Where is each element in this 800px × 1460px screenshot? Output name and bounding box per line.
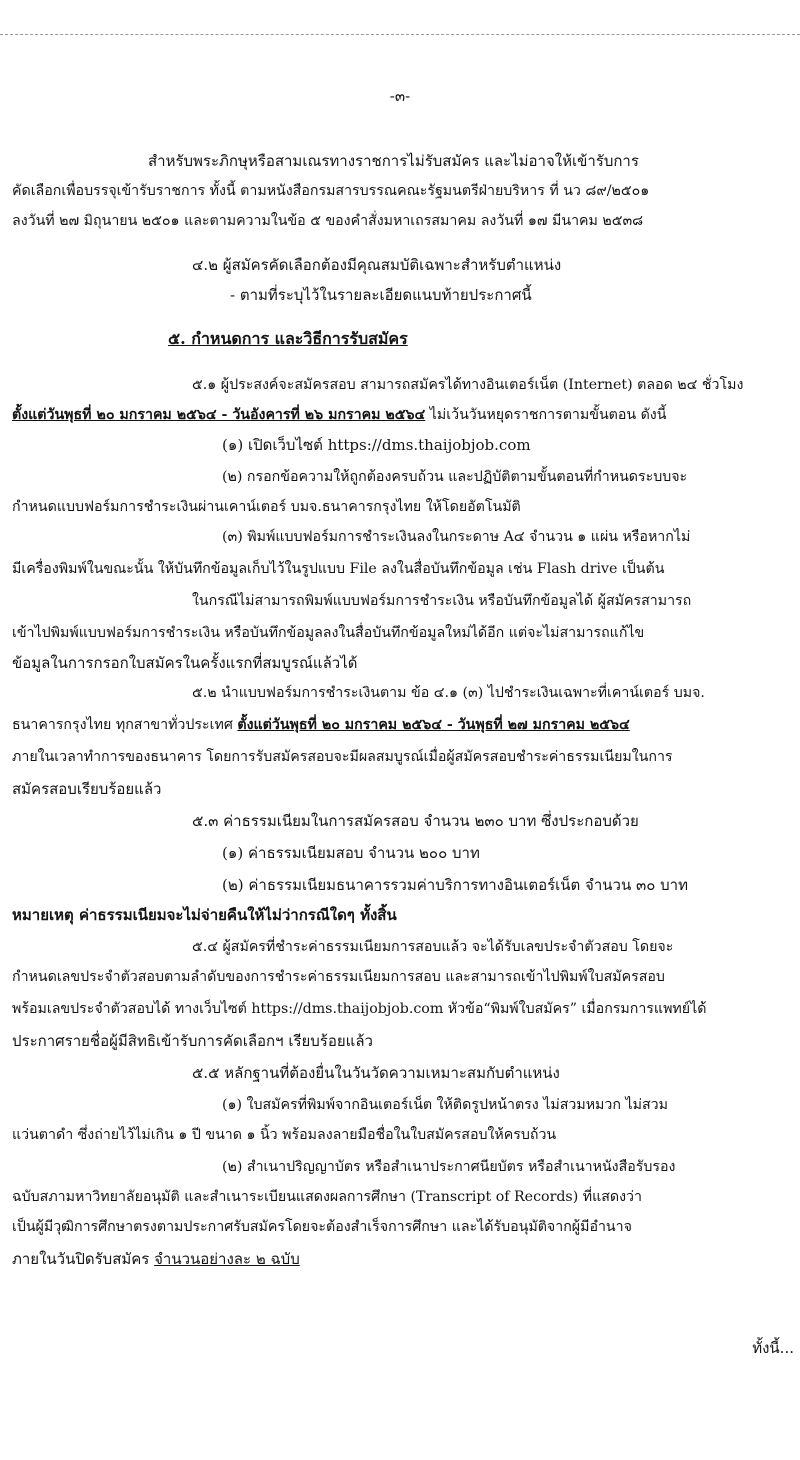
body-line: ภายในเวลาทำการของธนาคาร โดยการรับสมัครสอบจะมีผลสมบูรณ์เมื่อผู้สมัครสอบชำระค่าธรรมเนียมในการ	[12, 749, 673, 765]
clause-5-1: ๕.๑ ผู้ประสงค์จะสมัครสอบ สามารถสมัครได้ทางอินเตอร์เน็ต (Internet) ตลอด ๒๔ ชั่วโมง	[192, 377, 744, 393]
body-line: กำหนดแบบฟอร์มการชำระเงินผ่านเคาน์เตอร์ บมจ.ธนาคารกรุงไทย ให้โดยอัตโนมัติ	[12, 499, 521, 515]
document-item-2: (๒) สำเนาปริญญาบัตร หรือสำเนาประกาศนียบัตร หรือสำเนาหนังสือรับรอง	[222, 1159, 676, 1175]
document-item-1: (๑) ใบสมัครที่พิมพ์จากอินเตอร์เน็ต ให้ติดรูปหน้าตรง ไม่สวมหมวก ไม่สวม	[222, 1097, 668, 1113]
body-line: สำหรับพระภิกษุหรือสามเณรทางราชการไม่รับสมัคร และไม่อาจให้เข้ารับการ	[148, 152, 639, 170]
body-line: เป็นผู้มีวุฒิการศึกษาตรงตามประกาศรับสมัครโดยจะต้องสำเร็จการศึกษา และได้รับอนุมัติจากผู้มีอำนาจ	[12, 1219, 632, 1235]
body-line: แว่นตาดำ ซึ่งถ่ายไว้ไม่เกิน ๑ ปี ขนาด ๑ นิ้ว พร้อมลงลายมือชื่อในใบสมัครสอบให้ครบถ้วน	[12, 1127, 557, 1143]
clause-5-3: ๕.๓ ค่าธรรมเนียมในการสมัครสอบ จำนวน ๒๓๐ บาท ซึ่งประกอบด้วย	[192, 812, 639, 830]
section-5-heading: ๕. กำหนดการ และวิธีการรับสมัคร	[168, 329, 408, 348]
clause-5-1-dates: ตั้งแต่วันพุธที่ ๒๐ มกราคม ๒๕๖๔ - วันอังคารที่ ๒๖ มกราคม ๒๕๖๔ ไม่เว้นวันหยุดราชการตามขั้นตอน ดังนี้	[12, 407, 667, 423]
clause-5-2-dates: ธนาคารกรุงไทย ทุกสาขาทั่วประเทศ ตั้งแต่วันพุธที่ ๒๐ มกราคม ๒๕๖๔ - วันพุธที่ ๒๗ มกราคม ๒๕๖๔	[12, 717, 630, 733]
top-rule	[0, 34, 800, 35]
body-line: ภายในวันปิดรับสมัคร จำนวนอย่างละ ๒ ฉบับ	[12, 1250, 300, 1268]
step-3: (๓) พิมพ์แบบฟอร์มการชำระเงินลงในกระดาษ A๔ จำนวน ๑ แผ่น หรือหากไม่	[222, 529, 691, 545]
body-line: พร้อมเลขประจำตัวสอบได้ ทางเว็บไซต์ https://dms.thaijobjob.com หัวข้อ“พิมพ์ใบสมัคร” เมื่อกรมการแพทย์ได้	[12, 1001, 707, 1017]
body-line: ฉบับสภามหาวิทยาลัยอนุมัติ และสำเนาระเบียนแสดงผลการศึกษา (Transcript of Records) ที่แสดงว่า	[12, 1189, 642, 1205]
body-line: มีเครื่องพิมพ์ในขณะนั้น ให้บันทึกข้อมูลเก็บไว้ในรูปแบบ File ลงในสื่อบันทึกข้อมูล เช่น Flash drive เป็นต้น	[12, 561, 665, 577]
fee-item-2: (๒) ค่าธรรมเนียมธนาคารรวมค่าบริการทางอินเตอร์เน็ต จำนวน ๓๐ บาท	[222, 876, 688, 894]
body-line: กำหนดเลขประจำตัวสอบตามลำดับของการชำระค่าธรรมเนียมการสอบ และสามารถเข้าไปพิมพ์ใบสมัครสอบ	[12, 969, 665, 985]
body-line: สมัครสอบเรียบร้อยแล้ว	[12, 780, 162, 798]
clause-5-5: ๕.๕ หลักฐานที่ต้องยื่นในวันวัดความเหมาะสมกับตำแหน่ง	[192, 1064, 560, 1082]
step-2: (๒) กรอกข้อความให้ถูกต้องครบถ้วน และปฏิบัติตามขั้นตอนที่กำหนดระบบจะ	[222, 469, 688, 485]
body-line: ประกาศรายชื่อผู้มีสิทธิเข้ารับการคัดเลือกฯ เรียบร้อยแล้ว	[12, 1032, 373, 1050]
clause-4-2: ๔.๒ ผู้สมัครคัดเลือกต้องมีคุณสมบัติเฉพาะสำหรับตำแหน่ง	[192, 256, 562, 274]
clause-4-2-detail: - ตามที่ระบุไว้ในรายละเอียดแนบท้ายประกาศนี้	[230, 286, 532, 304]
body-line: ในกรณีไม่สามารถพิมพ์แบบฟอร์มการชำระเงิน หรือบันทึกข้อมูลได้ ผู้สมัครสามารถ	[192, 593, 692, 609]
clause-5-4: ๕.๔ ผู้สมัครที่ชำระค่าธรรมเนียมการสอบแล้ว จะได้รับเลขประจำตัวสอบ โดยจะ	[192, 939, 674, 955]
note-line: หมายเหตุ ค่าธรรมเนียมจะไม่จ่ายคืนให้ไม่ว่ากรณีใดๆ ทั้งสิ้น	[12, 906, 397, 924]
continuation-marker: ทั้งนี้...	[752, 1339, 794, 1357]
clause-5-2: ๕.๒ นำแบบฟอร์มการชำระเงินตาม ข้อ ๔.๑ (๓) ไปชำระเงินเฉพาะที่เคาน์เตอร์ บมจ.	[192, 685, 705, 701]
body-line: คัดเลือกเพื่อบรรจุเข้ารับราชการ ทั้งนี้ ตามหนังสือกรมสารบรรณคณะรัฐมนตรีฝ่ายบริหาร ที่ นว ๘๙/๒๕๐๑	[12, 183, 650, 199]
body-line: ข้อมูลในการกรอกใบสมัครในครั้งแรกที่สมบูรณ์แล้วได้	[12, 654, 358, 672]
body-line: เข้าไปพิมพ์แบบฟอร์มการชำระเงิน หรือบันทึกข้อมูลลงในสื่อบันทึกข้อมูลใหม่ได้อีก แต่จะไม่สามารถแก้ไข	[12, 625, 645, 641]
page-number: -๓-	[389, 87, 411, 105]
fee-item-1: (๑) ค่าธรรมเนียมสอบ จำนวน ๒๐๐ บาท	[222, 844, 480, 862]
step-1: (๑) เปิดเว็บไซต์ https://dms.thaijobjob.com	[222, 436, 531, 454]
body-line: ลงวันที่ ๒๗ มิถุนายน ๒๕๐๑ และตามความในข้อ ๕ ของคำสั่งมหาเถรสมาคม ลงวันที่ ๑๗ มีนาคม ๒๕๓๘	[12, 213, 644, 229]
